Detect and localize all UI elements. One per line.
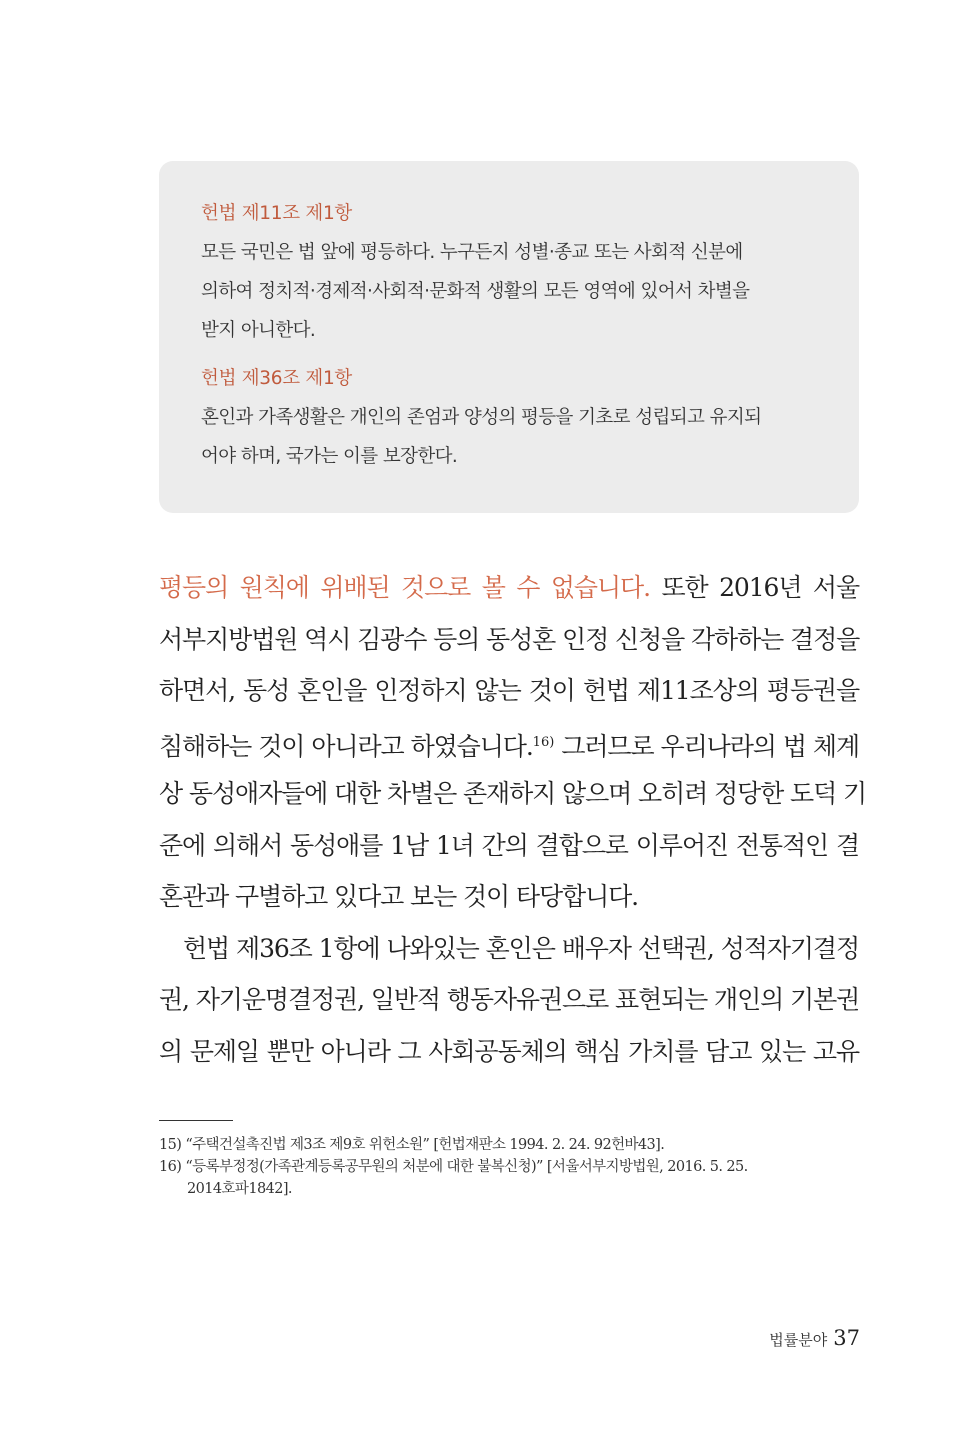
body-line: 서부지방법원 역시 김광수 등의 동성혼 인정 신청을 각하하는 결정을: [159, 624, 860, 654]
body-line: [159, 562, 859, 614]
constitution-quote-box: [159, 161, 859, 513]
footnote-16-continued: 2014호파1842].: [187, 1181, 292, 1197]
footnote-ref-16: 16): [532, 734, 555, 750]
footnote-16: 16) “등록부정정(가족관계등록공무원의 처분에 대한 불복신청)” [서울서부지방법원, 2016. 5. 25.: [159, 1159, 748, 1175]
quote-line: 의하여 정치적·경제적·사회적·문화적 생활의 모든 영역에 있어서 차별을: [201, 281, 750, 302]
quote-heading: 헌법 제36조 제1항: [201, 368, 352, 389]
body-text-span: 그러므로 우리나라의 법 체계: [554, 731, 859, 761]
footnotes: [159, 1134, 859, 1200]
body-line: [159, 717, 859, 769]
body-line: 권, 자기운명결정권, 일반적 행동자유권으로 표현되는 개인의 기본권: [159, 985, 860, 1014]
quote-line: 혼인과 가족생활은 개인의 존엄과 양성의 평등을 기초로 성립되고 유지되: [201, 407, 762, 428]
quote-line: 어야 하며, 국가는 이를 보장한다.: [201, 446, 458, 467]
page-number: 37: [833, 1326, 860, 1350]
body-text-span: 침해하는 것이 아니라고 하였습니다.: [159, 731, 533, 761]
footnote-divider: [159, 1120, 233, 1121]
quote-article-11: [201, 201, 819, 350]
quote-line: 받지 아니한다.: [201, 320, 316, 341]
body-paragraphs: [159, 562, 867, 1077]
body-line: 혼관과 구별하고 있다고 보는 것이 타당합니다.: [159, 882, 639, 911]
quote-line: 모든 국민은 법 앞에 평등하다. 누구든지 성별·종교 또는 사회적 신분에: [201, 242, 743, 263]
body-line: 헌법 제36조 1항에 나와있는 혼인은 배우자 선택권, 성적자기결정: [183, 933, 859, 963]
body-line: 상 동성애자들에 대한 차별은 존재하지 않으며 오히려 정당한 도덕 기: [159, 779, 867, 808]
quote-article-36: [201, 366, 819, 476]
footnote-15: 15) “주택건설촉진법 제3조 제9호 위헌소원” [헌법재판소 1994. 2. 24. 92헌바43].: [159, 1137, 665, 1153]
highlighted-sentence: 평등의 원칙에 위배된 것으로 볼 수 없습니다.: [159, 573, 650, 602]
body-text-span: 또한 2016년 서울: [649, 573, 859, 602]
body-line: 준에 의해서 동성애를 1남 1녀 간의 결합으로 이루어진 전통적인 결: [159, 830, 859, 860]
quote-heading: 헌법 제11조 제1항: [201, 203, 352, 224]
section-name: 법률분야: [769, 1331, 828, 1349]
body-line: 하면서, 동성 혼인을 인정하지 않는 것이 헌법 제11조상의 평등권을: [159, 676, 859, 705]
page-footer: [769, 1326, 860, 1350]
body-line: 의 문제일 뿐만 아니라 그 사회공동체의 핵심 가치를 담고 있는 고유: [159, 1036, 859, 1066]
